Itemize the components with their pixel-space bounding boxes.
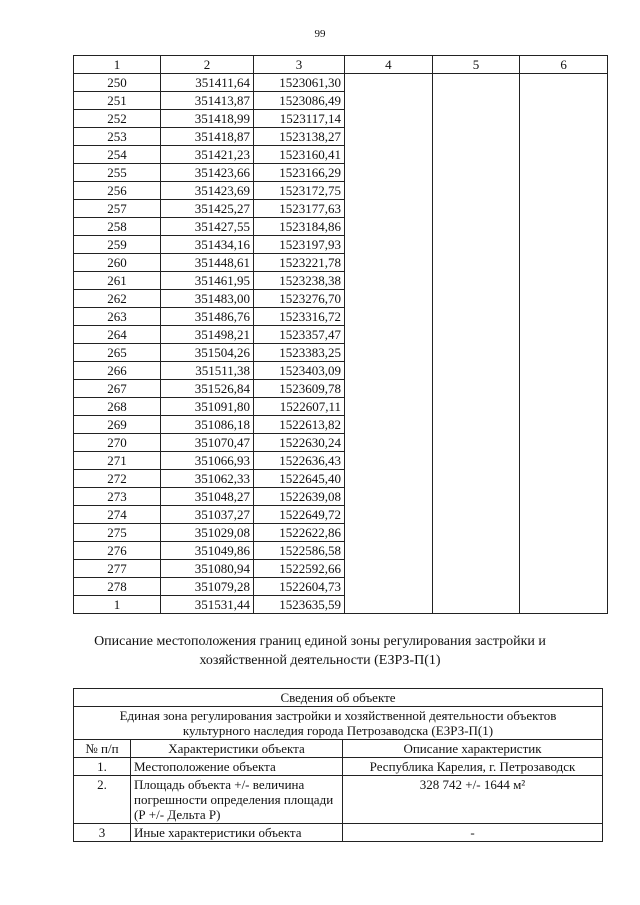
empty-cell [520,254,608,272]
y-coordinate: 1523061,30 [254,74,345,92]
column-header: № п/п [74,740,131,758]
point-number: 266 [74,362,161,380]
empty-cell [520,560,608,578]
table-row [74,524,608,542]
empty-cell [432,506,520,524]
table-row [74,92,608,110]
x-coordinate: 351434,16 [161,236,254,254]
point-number: 262 [74,290,161,308]
x-coordinate: 351423,66 [161,164,254,182]
point-number: 278 [74,578,161,596]
column-header: 1 [74,56,161,74]
empty-cell [432,326,520,344]
x-coordinate: 351411,64 [161,74,254,92]
table-row [74,776,603,824]
x-coordinate: 351531,44 [161,596,254,614]
empty-cell [345,344,433,362]
y-coordinate: 1522622,86 [254,524,345,542]
point-number: 259 [74,236,161,254]
y-coordinate: 1523166,29 [254,164,345,182]
empty-cell [520,578,608,596]
point-number: 267 [74,380,161,398]
empty-cell [520,200,608,218]
empty-cell [520,524,608,542]
table-row [74,200,608,218]
empty-cell [520,326,608,344]
table-row [74,326,608,344]
x-coordinate: 351413,87 [161,92,254,110]
empty-cell [520,128,608,146]
empty-cell [520,344,608,362]
empty-cell [345,236,433,254]
empty-cell [432,290,520,308]
empty-cell [520,308,608,326]
point-number: 258 [74,218,161,236]
point-number: 263 [74,308,161,326]
y-coordinate: 1522604,73 [254,578,345,596]
table-row [74,74,608,92]
table-row [74,506,608,524]
table-row [74,824,603,842]
empty-cell [432,560,520,578]
coordinates-header-row [74,56,608,74]
point-number: 250 [74,74,161,92]
row-number: 1. [74,758,131,776]
table-row [74,380,608,398]
x-coordinate: 351504,26 [161,344,254,362]
empty-cell [345,398,433,416]
page-number: 99 [314,28,326,40]
table-row [74,344,608,362]
y-coordinate: 1522586,58 [254,542,345,560]
y-coordinate: 1523117,14 [254,110,345,128]
x-coordinate: 351080,94 [161,560,254,578]
empty-cell [432,128,520,146]
y-coordinate: 1523160,41 [254,146,345,164]
description-title: Описание местоположения границ единой зоны регулирования застройки и хозяйственной деятельности (ЕЗРЗ-П(1) [94,634,546,668]
empty-cell [345,218,433,236]
table-row [74,578,608,596]
point-number: 274 [74,506,161,524]
x-coordinate: 351418,87 [161,128,254,146]
empty-cell [345,452,433,470]
x-coordinate: 351091,80 [161,398,254,416]
point-number: 275 [74,524,161,542]
empty-cell [345,380,433,398]
empty-cell [345,560,433,578]
x-coordinate: 351048,27 [161,488,254,506]
characteristic-value: - [343,824,603,842]
empty-cell [432,236,520,254]
empty-cell [345,488,433,506]
empty-cell [432,164,520,182]
object-info-table [73,688,603,842]
point-number: 260 [74,254,161,272]
table-row [74,308,608,326]
y-coordinate: 1523635,59 [254,596,345,614]
y-coordinate: 1522636,43 [254,452,345,470]
x-coordinate: 351486,76 [161,308,254,326]
table-row [74,146,608,164]
empty-cell [432,272,520,290]
table-row [74,290,608,308]
empty-cell [520,218,608,236]
column-header: Характеристики объекта [131,740,343,758]
empty-cell [520,290,608,308]
y-coordinate: 1523197,93 [254,236,345,254]
point-number: 261 [74,272,161,290]
table-row [74,218,608,236]
x-coordinate: 351062,33 [161,470,254,488]
x-coordinate: 351511,38 [161,362,254,380]
empty-cell [520,182,608,200]
table-row [74,434,608,452]
empty-cell [432,578,520,596]
empty-cell [432,92,520,110]
empty-cell [345,146,433,164]
point-number: 265 [74,344,161,362]
info-title: Сведения об объекте [74,689,603,707]
y-coordinate: 1523172,75 [254,182,345,200]
table-row [74,254,608,272]
characteristic: Площадь объекта +/- величина погрешности определения площади (Р +/- Дельта Р) [131,776,343,824]
y-coordinate: 1523221,78 [254,254,345,272]
table-row [74,272,608,290]
empty-cell [520,416,608,434]
point-number: 257 [74,200,161,218]
column-header: 2 [161,56,254,74]
point-number: 272 [74,470,161,488]
y-coordinate: 1522645,40 [254,470,345,488]
y-coordinate: 1522607,11 [254,398,345,416]
x-coordinate: 351448,61 [161,254,254,272]
table-row [74,164,608,182]
point-number: 251 [74,92,161,110]
y-coordinate: 1523086,49 [254,92,345,110]
empty-cell [345,200,433,218]
table-row [74,470,608,488]
empty-cell [520,272,608,290]
point-number: 268 [74,398,161,416]
empty-cell [345,470,433,488]
empty-cell [432,146,520,164]
empty-cell [520,470,608,488]
point-number: 252 [74,110,161,128]
empty-cell [345,74,433,92]
point-number: 276 [74,542,161,560]
x-coordinate: 351086,18 [161,416,254,434]
empty-cell [432,434,520,452]
info-subtitle: Единая зона регулирования застройки и хозяйственной деятельности объектов культурного наследия города Петрозаводска (ЕЗРЗ-П(1) [74,707,603,740]
empty-cell [432,596,520,614]
y-coordinate: 1522630,24 [254,434,345,452]
row-number: 3 [74,824,131,842]
empty-cell [520,236,608,254]
column-header: 4 [345,56,433,74]
table-row [74,452,608,470]
column-header: 5 [432,56,520,74]
x-coordinate: 351066,93 [161,452,254,470]
empty-cell [345,164,433,182]
empty-cell [432,398,520,416]
empty-cell [345,290,433,308]
point-number: 264 [74,326,161,344]
empty-cell [432,344,520,362]
empty-cell [345,128,433,146]
empty-cell [520,506,608,524]
empty-cell [345,416,433,434]
empty-cell [345,92,433,110]
point-number: 1 [74,596,161,614]
empty-cell [432,416,520,434]
empty-cell [520,452,608,470]
empty-cell [432,74,520,92]
point-number: 270 [74,434,161,452]
point-number: 256 [74,182,161,200]
y-coordinate: 1522649,72 [254,506,345,524]
empty-cell [432,542,520,560]
y-coordinate: 1523403,09 [254,362,345,380]
empty-cell [432,470,520,488]
column-header: Описание характеристик [343,740,603,758]
empty-cell [520,542,608,560]
point-number: 255 [74,164,161,182]
point-number: 277 [74,560,161,578]
x-coordinate: 351427,55 [161,218,254,236]
empty-cell [345,254,433,272]
x-coordinate: 351461,95 [161,272,254,290]
column-header: 3 [254,56,345,74]
point-number: 269 [74,416,161,434]
empty-cell [520,164,608,182]
y-coordinate: 1522613,82 [254,416,345,434]
empty-cell [345,308,433,326]
point-number: 253 [74,128,161,146]
table-row [74,236,608,254]
characteristic: Местоположение объекта [131,758,343,776]
table-row [74,398,608,416]
empty-cell [432,182,520,200]
coordinates-body [74,74,608,614]
table-row [74,542,608,560]
x-coordinate: 351526,84 [161,380,254,398]
empty-cell [432,254,520,272]
empty-cell [520,596,608,614]
x-coordinate: 351483,00 [161,290,254,308]
empty-cell [432,488,520,506]
empty-cell [432,362,520,380]
coordinates-table [73,55,608,614]
y-coordinate: 1523316,72 [254,308,345,326]
characteristic: Иные характеристики объекта [131,824,343,842]
x-coordinate: 351079,28 [161,578,254,596]
y-coordinate: 1523276,70 [254,290,345,308]
table-row [74,596,608,614]
y-coordinate: 1522639,08 [254,488,345,506]
empty-cell [345,272,433,290]
x-coordinate: 351070,47 [161,434,254,452]
empty-cell [345,506,433,524]
empty-cell [520,92,608,110]
empty-cell [520,434,608,452]
empty-cell [520,488,608,506]
y-coordinate: 1523177,63 [254,200,345,218]
y-coordinate: 1523138,27 [254,128,345,146]
x-coordinate: 351049,86 [161,542,254,560]
y-coordinate: 1522592,66 [254,560,345,578]
empty-cell [520,110,608,128]
y-coordinate: 1523383,25 [254,344,345,362]
info-header-row [74,740,603,758]
empty-cell [432,218,520,236]
empty-cell [345,326,433,344]
empty-cell [432,452,520,470]
x-coordinate: 351498,21 [161,326,254,344]
characteristic-value: 328 742 +/- 1644 м² [343,776,603,824]
empty-cell [520,146,608,164]
y-coordinate: 1523238,38 [254,272,345,290]
empty-cell [345,362,433,380]
table-row [74,758,603,776]
empty-cell [432,524,520,542]
empty-cell [345,578,433,596]
y-coordinate: 1523609,78 [254,380,345,398]
empty-cell [432,200,520,218]
empty-cell [520,380,608,398]
y-coordinate: 1523184,86 [254,218,345,236]
empty-cell [345,524,433,542]
characteristic-value: Республика Карелия, г. Петрозаводск [343,758,603,776]
point-number: 271 [74,452,161,470]
empty-cell [520,362,608,380]
table-row [74,182,608,200]
empty-cell [345,182,433,200]
row-number: 2. [74,776,131,824]
empty-cell [520,398,608,416]
empty-cell [345,110,433,128]
table-row [74,560,608,578]
table-row [74,488,608,506]
empty-cell [432,308,520,326]
empty-cell [345,434,433,452]
table-row [74,110,608,128]
column-header: 6 [520,56,608,74]
table-row [74,416,608,434]
empty-cell [345,596,433,614]
x-coordinate: 351418,99 [161,110,254,128]
y-coordinate: 1523357,47 [254,326,345,344]
x-coordinate: 351029,08 [161,524,254,542]
table-row [74,362,608,380]
empty-cell [345,542,433,560]
empty-cell [432,380,520,398]
table-row [74,128,608,146]
x-coordinate: 351423,69 [161,182,254,200]
point-number: 254 [74,146,161,164]
point-number: 273 [74,488,161,506]
x-coordinate: 351037,27 [161,506,254,524]
x-coordinate: 351421,23 [161,146,254,164]
empty-cell [520,74,608,92]
x-coordinate: 351425,27 [161,200,254,218]
empty-cell [432,110,520,128]
